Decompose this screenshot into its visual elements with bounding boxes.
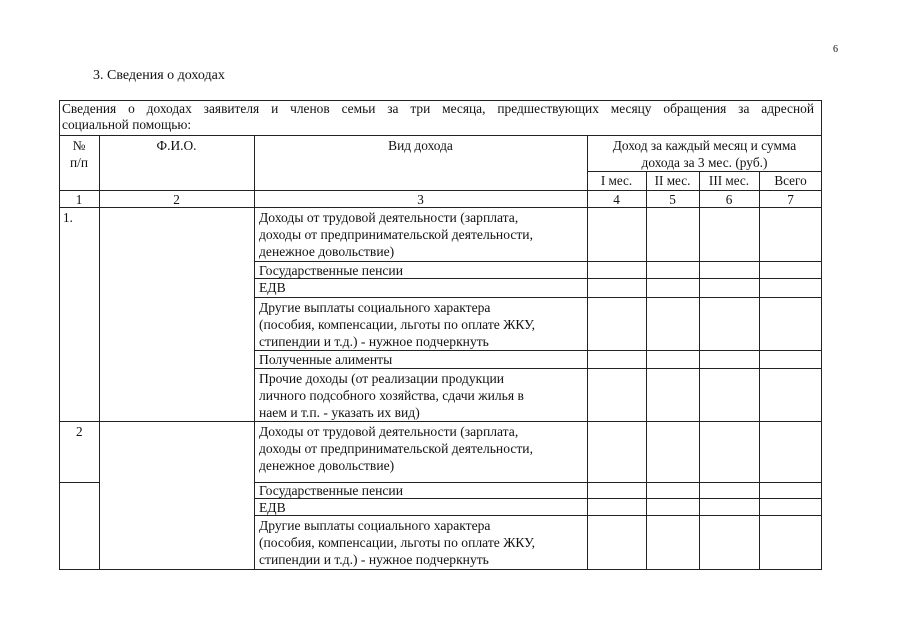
col-number: 4: [613, 192, 620, 207]
income-text-line: (пособия, компенсации, льготы по оплате ЖКУ,: [259, 535, 535, 550]
header-month-1: I мес.: [600, 173, 633, 188]
income-text-line: доходы от предпринимательской деятельности,: [259, 227, 533, 242]
col-number: 1: [75, 192, 83, 207]
header-income-kind: Вид дохода: [388, 138, 453, 153]
col-number: 5: [669, 192, 676, 207]
income-text-line: стипендии и т.д.) - нужное подчеркнуть: [259, 552, 489, 567]
header-fio: Ф.И.О.: [156, 138, 197, 153]
header-num: [59, 137, 99, 171]
income-text-line: Другие выплаты социального характера: [259, 518, 491, 533]
income-text-line: Другие выплаты социального характера: [259, 300, 491, 315]
income-type-labor: [259, 209, 533, 260]
header-income-line2: дохода за 3 мес. (руб.): [641, 155, 768, 170]
income-text-line: доходы от предпринимательской деятельности,: [259, 441, 533, 456]
income-text-line: денежное довольствие): [259, 244, 395, 259]
header-num-line1: №: [72, 138, 86, 153]
income-text-line: Прочие доходы (от реализации продукции: [259, 371, 505, 386]
col-number: 3: [417, 192, 424, 207]
grid-line: [699, 171, 700, 570]
income-text-line: (пособия, компенсации, льготы по оплате ЖКУ,: [259, 317, 535, 332]
income-type-edv: ЕДВ: [259, 280, 286, 295]
header-income-line1: Доход за каждый месяц и сумма: [612, 138, 797, 153]
section-title: 3. Сведения о доходах: [93, 68, 225, 83]
income-type-other: [259, 370, 524, 421]
income-type-social: [259, 517, 535, 568]
header-total: Всего: [774, 173, 807, 188]
grid-line: [59, 482, 100, 483]
income-text-line: стипендии и т.д.) - нужное подчеркнуть: [259, 334, 489, 349]
row-number: 1.: [63, 210, 73, 225]
income-text-line: личного подсобного хозяйства, сдачи жилья в: [259, 388, 524, 403]
income-type-social: [259, 299, 535, 350]
col-number: 7: [787, 192, 794, 207]
income-type-pensions: Государственные пенсии: [259, 263, 403, 278]
income-text-line: Доходы от трудовой деятельности (зарплата,: [259, 424, 519, 439]
header-income-amount: [587, 137, 822, 171]
grid-line: [59, 135, 822, 136]
col-number: 6: [725, 192, 733, 207]
grid-line: [254, 515, 822, 516]
header-num-line2: п/п: [69, 155, 89, 170]
income-type-pensions: Государственные пенсии: [259, 483, 403, 498]
page-number: 6: [833, 44, 838, 55]
income-text-line: Доходы от трудовой деятельности (зарплата,: [259, 210, 519, 225]
intro-line-2: социальной помощью:: [62, 117, 192, 132]
income-type-labor: [259, 423, 533, 474]
col-number: 2: [173, 192, 180, 207]
income-text-line: денежное довольствие): [259, 458, 395, 473]
income-type-edv: ЕДВ: [259, 500, 286, 515]
grid-line: [759, 171, 760, 570]
intro-line-1: Сведения о доходах заявителя и членов семьи за три месяца, предшествующих месяцу обращения за адресной: [62, 101, 814, 116]
grid-line: [646, 171, 647, 570]
grid-line: [254, 297, 822, 298]
income-type-alimony: Полученные алименты: [259, 352, 393, 367]
grid-line: [59, 421, 822, 422]
income-text-line: наем и т.п. - указать их вид): [259, 405, 420, 420]
grid-line: [254, 368, 822, 369]
header-month-2: II мес.: [654, 173, 691, 188]
header-month-3: III мес.: [708, 173, 750, 188]
table-intro: [62, 101, 814, 133]
row-number: 2: [76, 424, 83, 439]
